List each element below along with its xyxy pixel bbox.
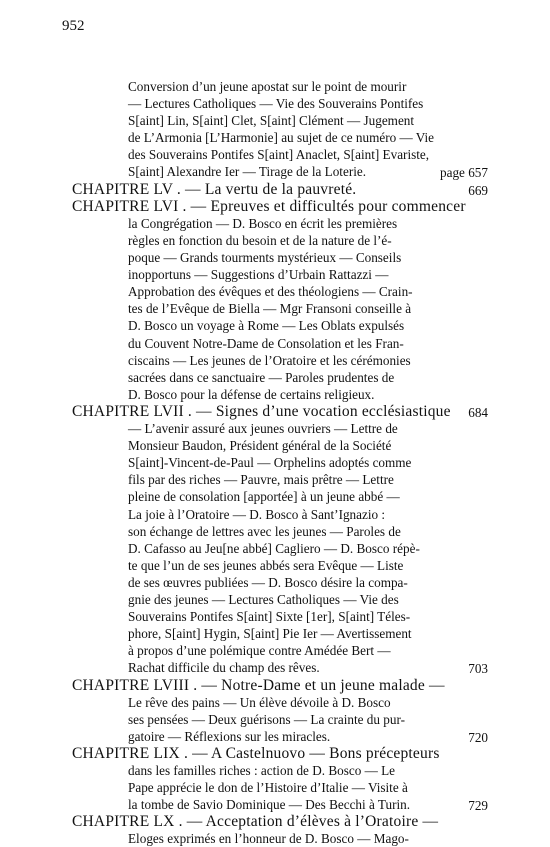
chapter-heading: CHAPITRE LVII . — Signes d’une vocation ecclésiastique — [72, 403, 451, 420]
toc-line: sacrées dans ce sanctuaire — Paroles prudentes de — [128, 370, 395, 385]
page-ref-703: 703 — [468, 661, 488, 676]
page-ref-729: 729 — [468, 798, 488, 813]
toc-line: Monsieur Baudon, Président général de la Société — [128, 438, 392, 453]
toc-line: des Souverains Pontifes S[aint] Anaclet, S[aint] Evariste, — [128, 147, 430, 162]
toc-line: règles en fonction du besoin et de la nature de l’é- — [128, 233, 392, 248]
toc-line: son échange de lettres avec les jeunes — Paroles de — [128, 524, 401, 539]
toc-line: te que l’un de ses jeunes abbés sera Evêque — Liste — [128, 558, 404, 573]
toc-line: ses pensées — Deux guérisons — La crainte du pur- — [128, 712, 405, 727]
toc-line: inopportuns — Suggestions d’Urbain Rattazzi — — [128, 267, 389, 282]
toc-line: Le rêve des pains — Un élève dévoile à D. Bosco — [128, 695, 391, 710]
chapter-heading: CHAPITRE LX . — Acceptation d’élèves à l’Oratoire — — [72, 813, 439, 830]
chapter-heading: CHAPITRE LVIII . — Notre-Dame et un jeune malade — — [72, 677, 445, 694]
toc-line: S[aint] Alexandre Ier — Tirage de la Loterie. — [128, 164, 367, 179]
page-ref-669: 669 — [468, 183, 488, 198]
toc-line: phore, S[aint] Hygin, S[aint] Pie Ier — Avertissement — [128, 626, 412, 641]
chapter-heading: CHAPITRE LVI . — Epreuves et difficultés pour commencer — [72, 198, 466, 215]
toc-line: Rachat difficile du champ des rêves. — [128, 660, 320, 675]
chapter-heading: CHAPITRE LV . — La vertu de la pauvreté. — [72, 181, 357, 198]
toc-line: du Couvent Notre-Dame de Consolation et les Fran- — [128, 336, 404, 351]
chapter-heading: CHAPITRE LIX . — A Castelnuovo — Bons précepteurs — [72, 745, 440, 762]
toc-line: la Congrégation — D. Bosco en écrit les premières — [128, 216, 398, 231]
toc-line: tes de l’Evêque de Biella — Mgr Fransoni conseille à — [128, 301, 412, 316]
toc-line: de L’Armonia [L’Harmonie] au sujet de ce numéro — Vie — [128, 130, 434, 145]
toc-line: D. Cafasso au Jeu[ne abbé] Cagliero — D. Bosco répè- — [128, 541, 420, 556]
toc-line: Souverains Pontifes S[aint] Sixte [1er], S[aint] Téles- — [128, 609, 411, 624]
page-number: 952 — [62, 18, 85, 34]
toc-line: la tombe de Savio Dominique — Des Becchi à Turin. — [128, 797, 411, 812]
toc-line: dans les familles riches : action de D. Bosco — Le — [128, 763, 395, 778]
toc-line: Approbation des évêques et des théologiens — Crain- — [128, 284, 413, 299]
toc-line: — Lectures Catholiques — Vie des Souverains Pontifes — [128, 96, 424, 111]
toc-line: — L’avenir assuré aux jeunes ouvriers — Lettre de — [128, 421, 398, 436]
toc-line: gatoire — Réflexions sur les miracles. — [128, 729, 331, 744]
page-ref-720: 720 — [468, 730, 488, 745]
toc-line: S[aint]-Vincent-de-Paul — Orphelins adoptés comme — [128, 455, 412, 470]
toc-line: poque — Grands tourments mystérieux — Conseils — [128, 250, 402, 265]
toc-line: S[aint] Lin, S[aint] Clet, S[aint] Clément — Jugement — [128, 113, 415, 128]
toc-line: D. Bosco un voyage à Rome — Les Oblats expulsés — [128, 318, 405, 333]
page-ref-657: page 657 — [440, 165, 488, 180]
toc-line: fils par des riches — Pauvre, mais prêtre — Lettre — [128, 472, 394, 487]
toc-line: pleine de consolation [apportée] à un jeune abbé — — [128, 489, 400, 504]
toc-line: à propos d’une polémique contre Amédée Bert — — [128, 643, 391, 658]
toc-line: La joie à l’Oratoire — D. Bosco à Sant’Ignazio : — [128, 507, 386, 522]
toc-line: ciscains — Les jeunes de l’Oratoire et les cérémonies — [128, 353, 411, 368]
toc-line: de ses œuvres publiées — D. Bosco désire la compa- — [128, 575, 408, 590]
toc-line: Eloges exprimés en l’honneur de D. Bosco — Mago- — [128, 831, 409, 846]
toc-line: D. Bosco pour la défense de certains religieux. — [128, 387, 375, 402]
page-ref-684: 684 — [468, 405, 488, 420]
toc-line: Conversion d’un jeune apostat sur le point de mourir — [128, 79, 407, 94]
toc-line: Pape apprécie le don de l’Histoire d’Italie — Visite à — [128, 780, 408, 795]
toc-line: gnie des jeunes — Lectures Catholiques — Vie des — [128, 592, 399, 607]
